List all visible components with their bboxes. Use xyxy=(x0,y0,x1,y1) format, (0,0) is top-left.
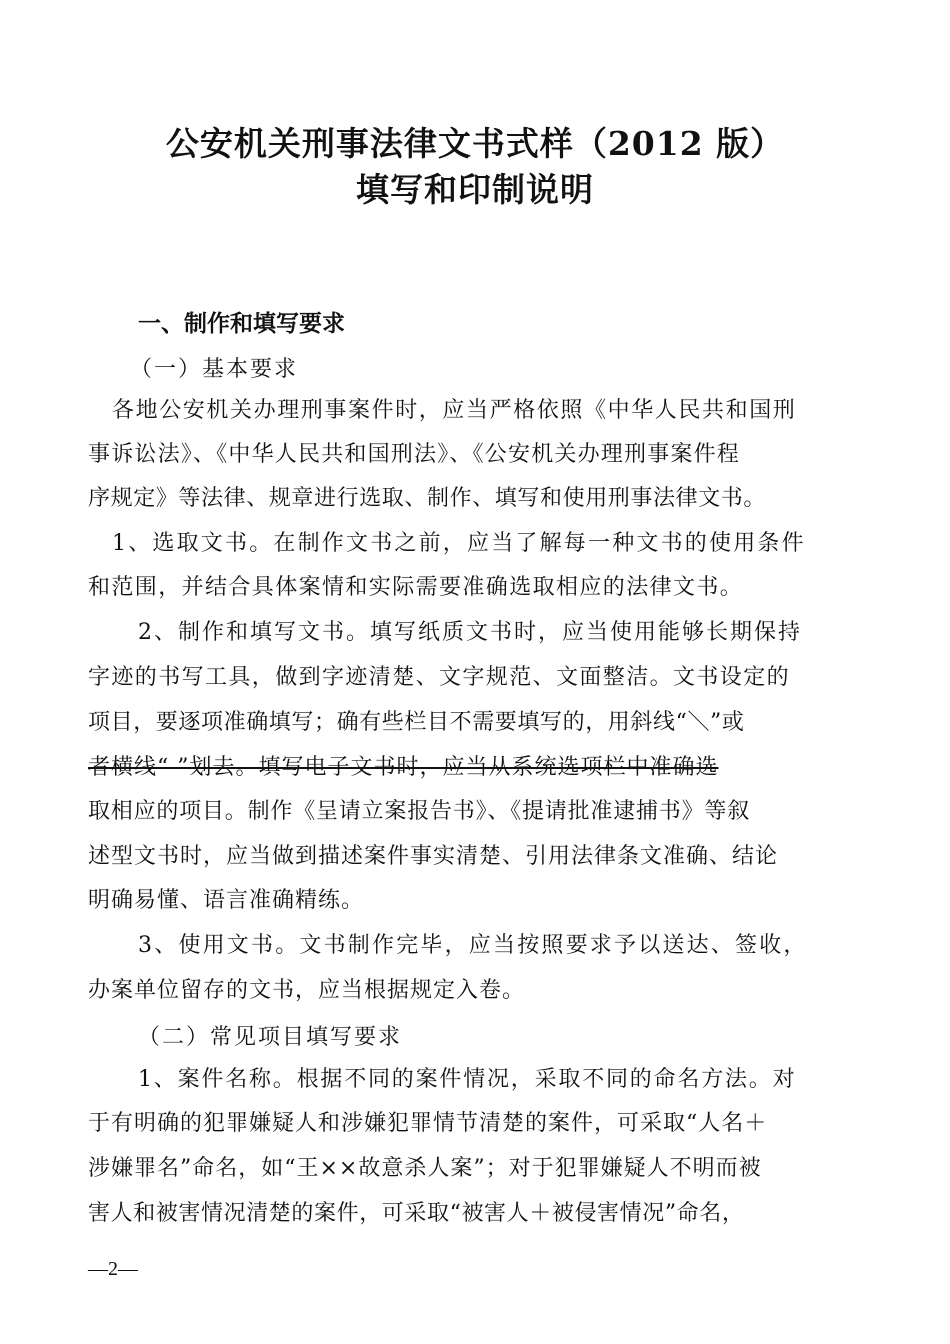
paragraph-line: 和范围，并结合具体案情和实际需要准确选取相应的法律文书。 xyxy=(88,575,744,600)
document-title-line-1: 公安机关刑事法律文书式样（2012 版） xyxy=(165,124,785,163)
paragraph-line: 各地公安机关办理刑事案件时，应当严格依照《中华人民共和国刑 xyxy=(112,398,797,423)
section-heading: 一、制作和填写要求 xyxy=(138,311,345,337)
paragraph-line: 于有明确的犯罪嫌疑人和涉嫌犯罪情节清楚的案件，可采取“人名＋ xyxy=(88,1111,768,1136)
paragraph-line: 1、选取文书。在制作文书之前，应当了解每一种文书的使用条件 xyxy=(112,531,806,556)
paragraph-line: 事诉讼法》、《中华人民共和国刑法》、《公安机关办理刑事案件程 xyxy=(88,442,741,467)
paragraph-line: 3、使用文书。文书制作完毕，应当按照要求予以送达、签收， xyxy=(138,933,808,958)
paragraph-line: 害人和被害情况清楚的案件，可采取“被害人＋被侵害情况”命名， xyxy=(88,1201,745,1226)
document-title-line-2: 填写和印制说明 xyxy=(356,170,594,209)
subsection-heading-basic: （一）基本要求 xyxy=(130,357,299,382)
paragraph-line: 述型文书时，应当做到描述案件事实清楚、引用法律条文准确、结论 xyxy=(88,844,779,869)
paragraph-line: 办案单位留存的文书，应当根据规定入卷。 xyxy=(88,978,526,1003)
paragraph-line: 涉嫌罪名”命名，如“王××故意杀人案”；对于犯罪嫌疑人不明而被 xyxy=(88,1156,762,1181)
paragraph-line: 2、制作和填写文书。填写纸质文书时，应当使用能够长期保持 xyxy=(138,620,802,645)
paragraph-line: 取相应的项目。制作《呈请立案报告书》、《提请批准逮捕书》等叙 xyxy=(88,799,751,824)
paragraph-line: 序规定》等法律、规章进行选取、制作、填写和使用刑事法律文书。 xyxy=(88,486,767,511)
paragraph-line: 字迹的书写工具，做到字迹清楚、文字规范、文面整洁。文书设定的 xyxy=(88,665,791,690)
page-number: —2— xyxy=(88,1258,138,1280)
paragraph-line-struck: 者横线“ ”划去。填写电子文书时，应当从系统选项栏中准确选 xyxy=(88,755,719,780)
paragraph-line: 项目，要逐项准确填写；确有些栏目不需要填写的，用斜线“＼”或 xyxy=(88,710,745,735)
paragraph-line: 1、案件名称。根据不同的案件情况，采取不同的命名方法。对 xyxy=(138,1067,797,1092)
paragraph-line: 明确易懂、语言准确精练。 xyxy=(88,888,365,913)
subsection-heading-common-items: （二）常见项目填写要求 xyxy=(138,1025,403,1050)
